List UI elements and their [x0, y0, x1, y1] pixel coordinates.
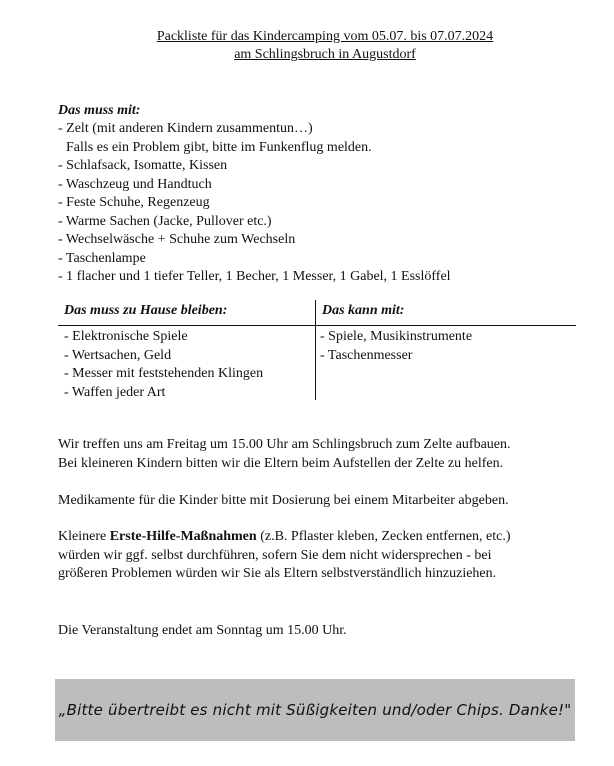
allowed-heading: Das kann mit:	[322, 303, 405, 318]
meeting-paragraph	[58, 436, 588, 473]
list-item: - Wechselwäsche + Schuhe zum Wechseln	[58, 232, 296, 247]
list-item: - Waschzeug und Handtuch	[58, 176, 212, 192]
list-item: - 1 flacher und 1 tiefer Teller, 1 Becher, 1 Messer, 1 Gabel, 1 Esslöffel	[58, 269, 451, 284]
candy-note-banner	[55, 679, 575, 741]
text-line: Bei kleineren Kindern bitten wir die Eltern beim Aufstellen der Zelte zu helfen.	[58, 455, 504, 471]
text-line: Wir treffen uns am Freitag um 15.00 Uhr am Schlingsbruch zum Zelte aufbauen.	[58, 437, 511, 452]
text-line	[58, 528, 588, 547]
list-item: - Waffen jeder Art	[64, 384, 166, 400]
list-item: - Elektronische Spiele	[64, 329, 188, 344]
list-item: - Spiele, Musikinstrumente	[320, 329, 473, 344]
first-aid-paragraph	[58, 528, 588, 584]
text-fragment: Kleinere	[58, 529, 110, 544]
first-aid-emphasis: Erste-Hilfe-Maßnahmen	[109, 529, 257, 544]
list-item: - Schlafsack, Isomatte, Kissen	[58, 158, 228, 173]
stay-home-table	[58, 300, 576, 400]
allowed-column	[315, 300, 577, 400]
banner-text: „Bitte übertreibt es nicht mit Süßigkeiten und/oder Chips. Danke!"	[58, 701, 572, 719]
list-item: - Warme Sachen (Jacke, Pullover etc.)	[58, 213, 272, 229]
must-take-heading: Das muss mit:	[58, 103, 141, 118]
must-take-list	[58, 120, 578, 287]
list-item: - Feste Schuhe, Regenzeug	[58, 195, 210, 210]
list-item: - Taschenlampe	[58, 250, 146, 266]
stay-home-column	[58, 300, 315, 400]
list-item: - Taschenmesser	[320, 347, 413, 363]
stay-home-heading: Das muss zu Hause bleiben:	[64, 303, 228, 318]
list-item: Falls es ein Problem gibt, bitte im Funkenflug melden.	[66, 139, 372, 155]
text-line: würden wir ggf. selbst durchführen, sofern Sie dem nicht widersprechen - bei	[58, 547, 492, 563]
medication-paragraph: Medikamente für die Kinder bitte mit Dosierung bei einem Mitarbeiter abgeben.	[58, 493, 509, 508]
stay-home-list	[64, 328, 263, 402]
event-end-paragraph: Die Veranstaltung endet am Sonntag um 15.00 Uhr.	[58, 623, 347, 638]
list-item: - Messer mit feststehenden Klingen	[64, 366, 264, 381]
table-header-divider	[58, 325, 576, 326]
title-line-2: am Schlingsbruch in Augustdorf	[234, 47, 416, 62]
title-line-1: Packliste für das Kindercamping vom 05.07. bis 07.07.2024	[156, 29, 494, 44]
text-fragment: (z.B. Pflaster kleben, Zecken entfernen, etc.)	[256, 529, 511, 544]
list-item: - Wertsachen, Geld	[64, 347, 172, 363]
text-line: größeren Problemen würden wir Sie als Eltern selbstverständlich hinzuziehen.	[58, 566, 497, 581]
list-item: - Zelt (mit anderen Kindern zusammentun…)	[58, 121, 313, 136]
document-title	[0, 28, 614, 64]
allowed-list	[320, 328, 472, 365]
